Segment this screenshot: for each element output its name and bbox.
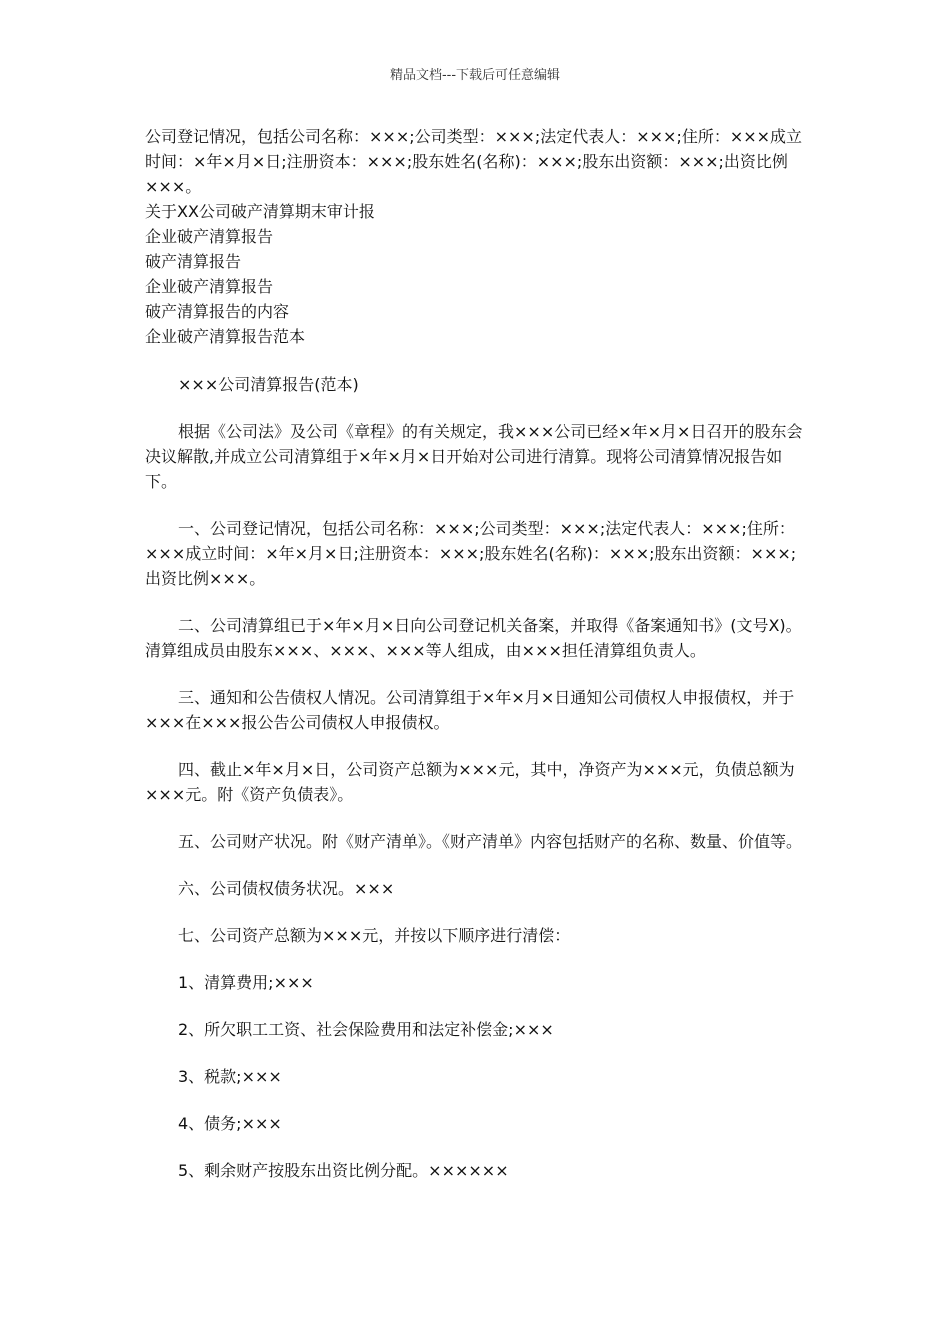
report-section-1: 一、公司登记情况，包括公司名称：×××;公司类型：×××;法定代表人：×××;住所：×××成立时间：×年×月×日;注册资本：×××;股东姓名(名称)：×××;股东出资额：×××;出资比例×××。 [145,519,797,588]
repayment-item-2: 2、所欠职工工资、社会保险费用和法定补偿金;××× [178,1020,554,1039]
related-title: 破产清算报告 [145,252,242,271]
repayment-item-1: 1、清算费用;××× [178,973,314,992]
report-section-3: 三、通知和公告债权人情况。公司清算组于×年×月×日通知公司债权人申报债权，并于×××在×××报公告公司债权人申报债权。 [145,688,795,732]
report-title: ×××公司清算报告(范本) [178,375,359,394]
related-title: 企业破产清算报告 [145,277,274,296]
report-section-5: 五、公司财产状况。附《财产清单》。《财产清单》内容包括财产的名称、数量、价值等。 [178,832,803,851]
report-section-2: 二、公司清算组已于×年×月×日向公司登记机关备案，并取得《备案通知书》(文号X)。清算组成员由股东×××、×××、×××等人组成，由×××担任清算组负责人。 [145,616,802,660]
report-section-6: 六、公司债权债务状况。××× [178,879,395,898]
document-body [145,124,810,1183]
repayment-item-5: 5、剩余财产按股东出资比例分配。×××××× [178,1161,509,1180]
page-header: 精品文档---下载后可任意编辑 [389,68,561,83]
related-title: 破产清算报告的内容 [145,302,290,321]
repayment-item-3: 3、税款;××× [178,1067,282,1086]
report-section-7: 七、公司资产总额为×××元，并按以下顺序进行清偿： [178,926,571,945]
intro-paragraph: 公司登记情况，包括公司名称：×××;公司类型：×××;法定代表人：×××;住所：×××成立时间：×年×月×日;注册资本：×××;股东姓名(名称)：×××;股东出资额：×××;出资比例×××。 [145,127,803,196]
repayment-item-4: 4、债务;××× [178,1114,282,1133]
report-opening: 根据《公司法》及公司《章程》的有关规定，我×××公司已经×年×月×日召开的股东会决议解散,并成立公司清算组于×年×月×日开始对公司进行清算。现将公司清算情况报告如下。 [145,422,803,491]
related-titles-list [145,199,810,349]
intro-section [145,124,810,199]
related-title: 关于XX公司破产清算期末审计报 [145,202,375,221]
related-title: 企业破产清算报告范本 [145,327,306,346]
report-section-4: 四、截止×年×月×日，公司资产总额为×××元，其中，净资产为×××元，负债总额为×××元。附《资产负债表》。 [145,760,795,804]
related-title: 企业破产清算报告 [145,227,274,246]
